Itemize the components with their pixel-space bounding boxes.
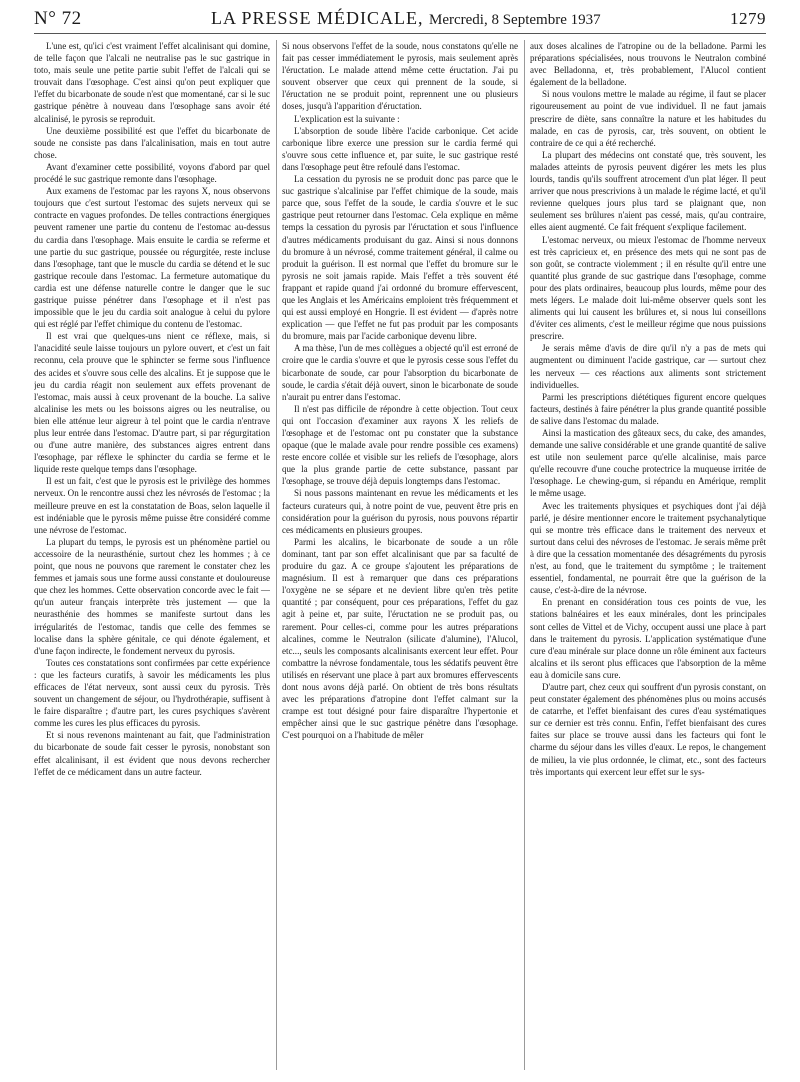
paragraph: Parmi les alcalins, le bicarbonate de soude a un rôle dominant, tant par son effet alcalinisant que par sa faculté de produire du gaz. A ce groupe s'ajoutent les préparations de magnésium. Il est à remarquer que dans ces préparations l'oxygène ne se sépare et ne devient libre qu'en très petite quantité ; par conséquent, pour ces préparations, l'effet du gaz agit à peine et, par suite, l'éructation ne se produit pas, ou rarement. Pour celles-ci, comme pour les autres préparations alcalines, comme le Neutralon (silicate d'alumine), l'Alucol, etc..., seuls les composants alcalinisants exercent leur effet. Pour combattre la névrose fondamentale, tous les sédatifs peuvent être utilisés en réservant une place à part aux bromures effervescents dont nous avons déjà parlé. On obtient de très bons résultats avec les préparations d'atropine dont l'effet calmant sur la crampe est tout désigné pour faire disparaître l'hypertonie et empêcher ainsi que le suc gastrique pénètre dans l'œsophage. C'est pourquoi on a l'habitude de mêler — [282, 536, 518, 741]
page-header — [34, 8, 766, 36]
header-rule — [34, 33, 766, 34]
issue-number: N° 72 — [34, 8, 82, 29]
paragraph: Si nous passons maintenant en revue les médicaments et les facteurs curateurs qui, à notre point de vue, peuvent être pris en considération pour la guérison du pyrosis, nous pouvons répartir ces médicaments en plusieurs groupes. — [282, 488, 518, 535]
paragraph: A ma thèse, l'un de mes collègues a objecté qu'il est erroné de croire que le cardia s'ouvre et que le pyrosis cesse sous l'effet du bicarbonate de soude, car pour l'absorption du bicarbonate de soude, le cardia s'était déjà ouvert, sinon le bicarbonate de soude n'aurait pu entrer dans l'estomac. — [282, 343, 518, 402]
paragraph: Si nous voulons mettre le malade au régime, il faut se placer rigoureusement au point de vue individuel. Il ne faut jamais prescrire de diète, sans connaître la nature et les habitudes du malade, en cas de pyrosis, car, très souvent, on obtient le contraire de ce qui a été recherché. — [530, 89, 766, 148]
paragraph: Une deuxième possibilité est que l'effet du bicarbonate de soude ne consiste pas dans l'alcalinisation, mais en tout autre chose. — [34, 125, 270, 160]
page-number: 1279 — [729, 9, 766, 28]
paragraph: L'estomac nerveux, ou mieux l'estomac de l'homme nerveux est très capricieux et, en présence des mets qui ne sont pas de son goût, se contracte violemment ; il en résulte qu'il entre une quantité plus grande de suc gastrique dans l'œsophage, comme pour des plats ordinaires, beaucoup plus lourds, même pour des mets légers. Le malade doit lui-même observer quels sont les aliments qui lui causent les brûlures et, si nous lui conseillons d'éviter ces aliments, c'est le meilleur régime que nous puissions prescrire. — [530, 234, 766, 342]
journal-title — [211, 8, 601, 29]
paragraph: L'une est, qu'ici c'est vraiment l'effet alcalinisant qui domine, de telle façon que l'alcali ne neutralise pas le suc gastrique in toto, mais seule une petite partie subit l'effet de l'alcali qui se trouvait dans l'œsophage. C'est ainsi qu'on peut expliquer que l'effet du bicarbonate de soude n'est que momentané, car si le suc gastrique pénètre à nouveau dans l'œsophage sans avoir été alcalinisé, le pyrosis se reproduit. — [34, 41, 270, 124]
paragraph: Et si nous revenons maintenant au fait, que l'administration du bicarbonate de soude fait cesser le pyrosis, nonobstant son effet alcalinisant, il est évident que nous devons rechercher l'effet de ce médicament dans un autre facteur. — [34, 730, 270, 777]
paragraph: Ainsi la mastication des gâteaux secs, du cake, des amandes, demande une salive considérable et une grande quantité de salive est utile non seulement parce qu'elle alcalinise, mais parce qu'elle recouvre d'une couche protectrice la muqueuse irritée de l'œsophage. Le chewing-gum, si répandu en Amérique, remplit le même usage. — [530, 428, 766, 499]
paragraph: Je serais même d'avis de dire qu'il n'y a pas de mets qui augmentent ou diminuent l'acide gastrique, car — surtout chez les nerveux — ces réactions aux aliments sont strictement individuelles. — [530, 343, 766, 390]
paragraph: L'explication est la suivante : — [294, 113, 400, 124]
paragraph: Il est un fait, c'est que le pyrosis est le privilège des hommes nerveux. On le rencontre aussi chez les névrosés de l'estomac ; la meilleure preuve en est la constatation de Boas, selon laquelle il est indéniable que le pyrosis même puisse être considéré comme une névrose de l'estomac. — [34, 476, 270, 535]
paragraph: Si nous observons l'effet de la soude, nous constatons qu'elle ne fait pas cesser immédiatement le pyrosis, mais seulement après l'éructation. Le malade attend même cette éructation. J'ai pu souvent observer que ceux qui prennent de la soude, si l'éructation ne se produit point, reprennent une ou plusieurs doses, jusqu'à l'apparition d'éructation. — [282, 41, 518, 112]
paragraph: L'absorption de soude libère l'acide carbonique. Cet acide carbonique libre exerce une pression sur le cardia fermé qui s'ouvre sous cette influence et, par suite, le suc gastrique resté dans l'œsophage peut être refoulé dans l'estomac. — [282, 125, 518, 172]
article-columns — [34, 40, 766, 1070]
paragraph: La plupart du temps, le pyrosis est un phénomène partiel ou accessoire de la neurasthénie, surtout chez les hommes ; à ce point, que nous ne pouvons que rarement le constater chez les femmes et jamais sous une forme aussi constante et douloureuse que chez les hommes. Cette observation concorde avec le fait — qu'un auteur français interprète très justement — que la neurasthénie des hommes se manifeste surtout dans les irrégularités de l'estomac, tandis que celle des femmes se localise dans la sphère génitale, ce qui dénote également, et d'une façon indirecte, le fondement nerveux du pyrosis. — [34, 536, 270, 656]
issue-date: Mercredi, 8 Septembre 1937 — [428, 12, 601, 28]
column-right — [530, 40, 766, 1070]
column-middle — [282, 40, 518, 1070]
paragraph: aux doses alcalines de l'atropine ou de la belladone. Parmi les préparations spécialisées, nous trouvons le Neutralon combiné avec Belladonna, et, très probablement, l'Alucol contient également de la belladone. — [530, 41, 766, 88]
column-divider — [276, 40, 277, 1070]
paragraph: En prenant en considération tous ces points de vue, les stations balnéaires et les eaux minérales, dont les principales sont celles de Vittel et de Vichy, occupent aussi une place à part dans le traitement du pyrosis. L'application systématique d'une cure d'eau minérale sur place donne un rôle éminent aux facteurs alcalins et ils seront plus efficaces que l'absorption de la même eau à domicile sans cure. — [530, 597, 766, 680]
column-divider — [524, 40, 525, 1070]
paragraph: Avant d'examiner cette possibilité, voyons d'abord par quel procédé le suc gastrique remonte dans l'œsophage. — [34, 161, 270, 185]
paragraph: Aux examens de l'estomac par les rayons X, nous observons toujours que c'est surtout l'estomac des sujets nerveux qui se contracte en vagues profondes. De telles contractions énergiques peuvent ramener une partie du contenu de l'estomac au-dessus du cardia dans l'œsophage. Mais ensuite le cardia se referme et une partie du suc gastrique, poussée ou régurgitée, reste incluse dans l'œsophage, tant que le muscle du cardia se détend et le suc gastrique recoule dans l'estomac. La fermeture automatique du cardia est une défense naturelle contre le danger que le suc gastrique puisse pénétrer dans l'œsophage et il n'est pas impossible que le jeu du cardia soit analogue à celui du pylore qui est réglé par l'effet chimique du contenu de l'estomac. — [34, 186, 270, 330]
column-left — [34, 40, 270, 1070]
paragraph: Parmi les prescriptions diététiques figurent encore quelques facteurs, destinés à faire pénétrer la plus grande quantité possible de salive dans l'estomac du malade. — [530, 391, 766, 426]
paragraph: Il est vrai que quelques-uns nient ce réflexe, mais, si l'anacidité seule laisse toujours un pylore ouvert, et c'est un fait reconnu, cela prouve que le sphincter se ferme sous l'influence des acides et s'ouvre sous celle des alcalins. Et je suppose que le jeu du cardia réagit non seulement aux effets provenant de l'estomac, mais aussi à ceux provenant de la bouche. La salive alcalinise les mets ou les boissons aigres ou les neutralise, ou bien elle atténue leur aigreur à tel point que le cardia n'entrave plus leur entrée dans l'estomac. D'autre part, si par régurgitation ou d'une autre manière, des substances aigres entrent dans l'œsophage, par réflexe le sphincter du cardia se ferme et le liquide reste quelque temps dans l'œsophage. — [34, 331, 270, 475]
paragraph: Il n'est pas difficile de répondre à cette objection. Tout ceux qui ont l'occasion d'examiner aux rayons X les reliefs de l'œsophage et de l'estomac ont pu constater que la substance opaque (que le malade avale pour rendre possible ces examens) reste encore collée et visible sur les reliefs de l'œsophage, alors que la plus grande partie de cette substance, passant par l'œsophage, se trouve déjà depuis longtemps dans l'estomac. — [282, 403, 518, 487]
journal-name: LA PRESSE MÉDICALE, — [210, 8, 424, 28]
paragraph: La cessation du pyrosis ne se produit donc pas parce que le suc gastrique s'alcalinise par l'effet chimique de la soude, mais parce que, sous l'effet de la soude, le cardia s'ouvre et le suc gastrique peut retourner dans l'estomac. Cela explique en même temps la cessation du pyrosis par l'éructation et sous l'influence d'autres médicaments produisant du gaz. Ainsi si nous donnons du bromure à un névrosé, comme traitement général, il calme ou produit la guérison. Il est normal que l'effet du bromure sur le pyrosis ne soit jamais rapide. Mais l'effet a très souvent été frappant et rapide quand j'ai ordonné du bromure effervescent, que les Anglais et les Américains emploient très fréquemment et qui est aussi employé en Hongrie. Il est évident — d'après notre explication — que l'effet ne fut pas produit par les composants du bromure, mais par l'acide carbonique devenu libre. — [282, 174, 518, 342]
paragraph: Avec les traitements physiques et psychiques dont j'ai déjà parlé, je désire mentionner encore le traitement psychanalytique qui se montre très efficace dans le traitement des nerveux et surtout dans celui des névroses de l'estomac. Je serais même prêt à dire que la cessation momentanée des désagréments du pyrosis n'est, au fond, que le traitement du symptôme ; le traitement essentiel, fondamental, ne pourrait être que la guérison de la cause, c'est-à-dire de la névrose. — [530, 500, 766, 596]
paragraph: Toutes ces constatations sont confirmées par cette expérience : que les facteurs curatifs, à savoir les médicaments les plus efficaces de l'état nerveux, sont aussi ceux du pyrosis. Très souvent un changement de séjour, ou l'hydrothérapie, suffisent à le faire disparaître ; d'autre part, les cures psychiques s'avèrent comme les cures les plus efficaces du pyrosis. — [34, 657, 270, 729]
paragraph: La plupart des médecins ont constaté que, très souvent, les malades atteints de pyrosis peuvent digérer les mets les plus lourds, tandis qu'ils souffrent atrocement d'un plat léger. Il peut arriver que nous prescrivions à un malade le régime lacté, et qu'il revienne quelques jours plus tard se plaignant que, non seulement ses brûlures n'aient pas cessé, mais, qu'au contraire, elles aient augmenté. Ce fait fréquent s'explique facilement. — [530, 149, 766, 233]
paragraph: D'autre part, chez ceux qui souffrent d'un pyrosis constant, on peut constater également des phénomènes plus ou moins accusés de catarrhe, et l'effet bienfaisant des cures d'eau systématiques sur ce dernier est très connu. Enfin, l'effet bienfaisant des cures faites sur place se trouve aussi dans les facteurs qui font le charme du séjour dans les villes d'eaux. Le repos, le changement de milieu, la vie plus ordonnée, le climat, etc., sont des facteurs très importants qui exercent leur effet sur le sys- — [530, 681, 766, 777]
